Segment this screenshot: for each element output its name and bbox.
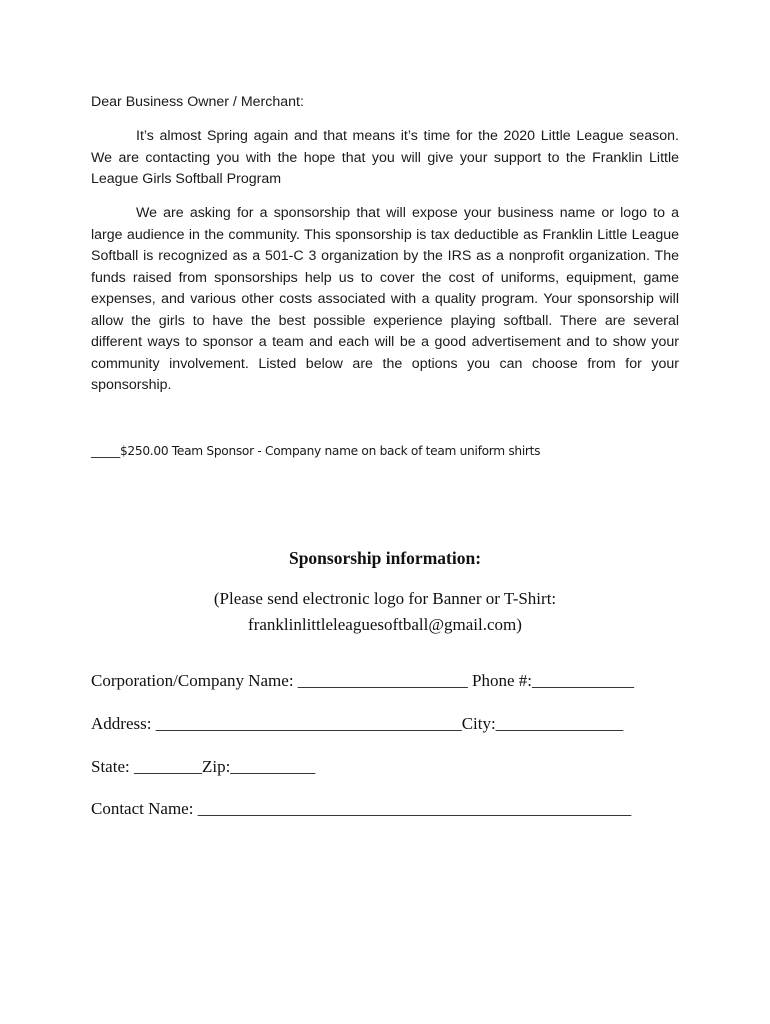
salutation: Dear Business Owner / Merchant: [91, 94, 304, 110]
paragraph-2-text: We are asking for a sponsorship that will expose your business name or logo to a large audience in the community. This sponsorship is tax deductible as Franklin Little League Softball is recognized as a 501-C 3 organization by the IRS as a nonprofit organization. The funds raised from sponsorships help us to cover the cost of uniforms, equipment, game expenses, and various other costs associated with a quality program. Your sponsorship will allow the girls to have the best possible experience playing softball. There are several different ways to sponsor a team and each will be a good advertisement and to show your community involvement. Listed below are the options you can choose from for your sponsorship. [91, 205, 679, 393]
company-phone-field-line: Corporation/Company Name: ____________________ Phone #:____________ [91, 671, 635, 690]
letter-paragraph-2 [91, 203, 679, 397]
contact-name-field-line: Contact Name: ___________________________________________________ [91, 799, 632, 818]
sponsorship-info-note [0, 586, 770, 638]
sponsorship-info-heading: Sponsorship information: [288, 548, 482, 568]
letter-paragraph-1 [91, 126, 679, 191]
note-line-2-email: franklinlittleleaguesoftball@gmail.com) [248, 615, 522, 634]
note-line-1: (Please send electronic logo for Banner or T-Shirt: [213, 589, 557, 608]
state-zip-field-line: State: ________Zip:__________ [91, 757, 316, 776]
paragraph-1-text: It’s almost Spring again and that means it’s time for the 2020 Little League season. We are contacting you with the hope that you will give your support to the Franklin Little League Girls Softball Program [91, 128, 679, 187]
sponsorship-option-team: _____$250.00 Team Sponsor - Company name on back of team uniform shirts [91, 444, 541, 458]
address-city-field-line: Address: ____________________________________City:_______________ [91, 714, 624, 733]
